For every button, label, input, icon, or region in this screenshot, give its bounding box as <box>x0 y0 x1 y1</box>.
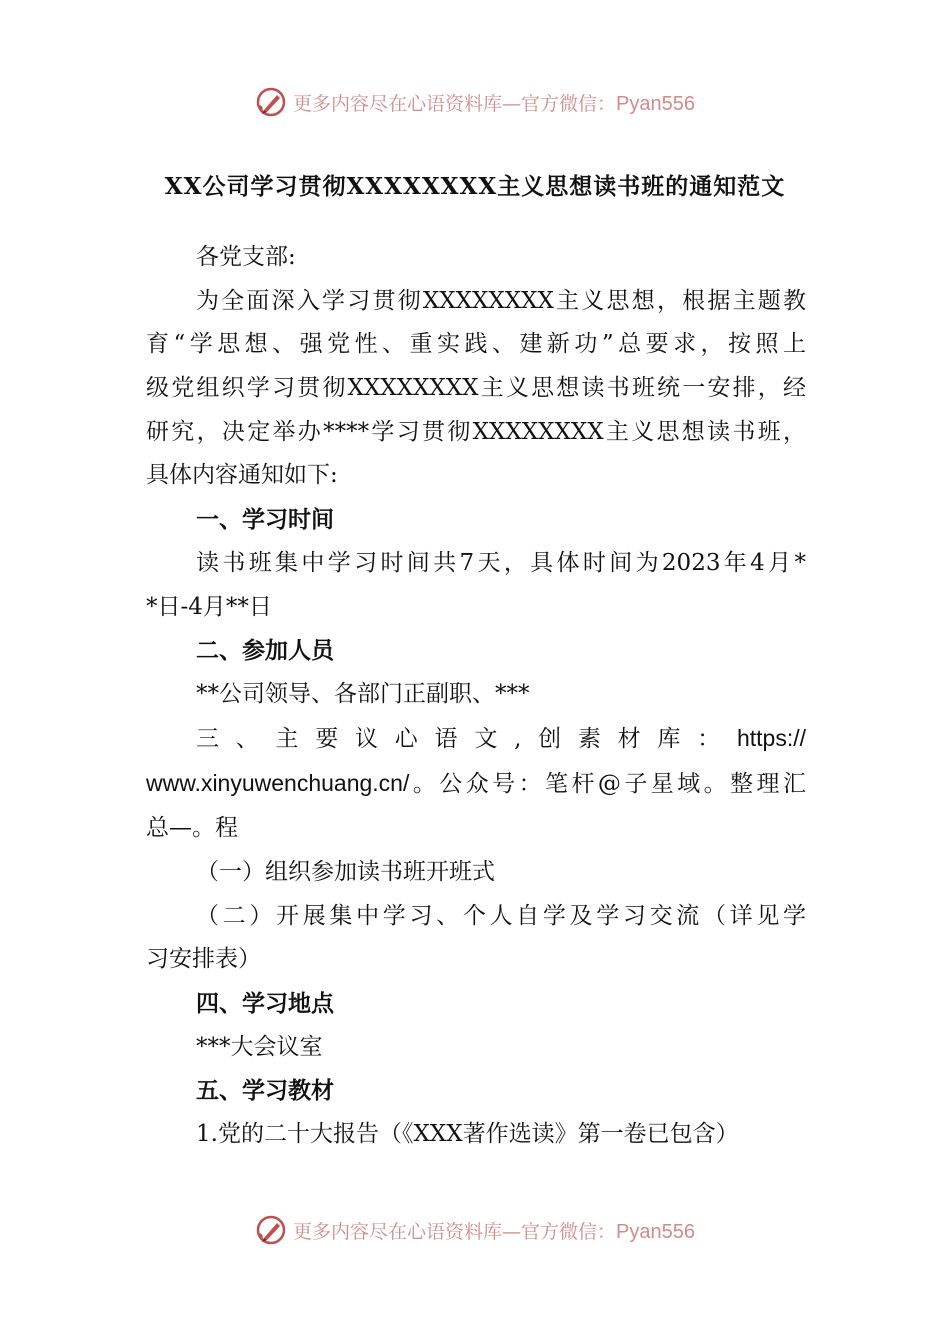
section3-item-1: （一）组织参加读书班开班式 <box>196 858 495 885</box>
section3-url-part-2: www.xinyuwenchuang.cn/ <box>146 770 410 797</box>
pen-logo-icon <box>255 86 287 118</box>
section3-line-2 <box>146 760 806 807</box>
intro-line-4: 研究，决定举办****学习贯彻XXXXXXXX主义思想读书班， <box>146 418 806 445</box>
intro-line-2: 育“学思想、强党性、重实践、建新功”总要求，按照上 <box>146 331 806 358</box>
section3-item-2: （二）开展集中学习、个人自学及学习交流（详见学 <box>196 902 806 929</box>
watermark-text: 更多内容尽在心语资料库—官方微信：Pyan556 <box>293 92 695 115</box>
salutation: 各党支部: <box>196 244 296 270</box>
participants-line: **公司领导、各部门正副职、*** <box>196 680 530 707</box>
section-heading-time: 一、学习时间 <box>196 506 334 534</box>
intro-line-3: 级党组织学习贯彻XXXXXXXX主义思想读书班统一安排，经 <box>146 375 806 402</box>
document-body <box>146 236 806 1157</box>
materials-line-1: 1.党的二十大报告（《XXX著作选读》第一卷已包含） <box>196 1121 739 1148</box>
section-heading-participants: 二、参加人员 <box>196 637 334 665</box>
location-line: ***大会议室 <box>196 1033 323 1060</box>
section3-line-1-text: 三、主要议心语文,创素材库： <box>196 725 737 752</box>
header-watermark <box>0 82 950 122</box>
section3-line-2-text: 。公众号：笔杆@子星域。整理汇 <box>409 771 806 798</box>
section3-line-3: 总—。程 <box>146 815 238 842</box>
time-line-2: *日-4月**日 <box>146 593 272 620</box>
watermark-text: 更多内容尽在心语资料库—官方微信：Pyan556 <box>293 1220 695 1243</box>
page-title: XX公司学习贯彻XXXXXXXX主义思想读书班的通知范文 <box>164 173 786 200</box>
pen-logo-icon <box>255 1214 287 1246</box>
section-heading-location: 四、学习地点 <box>196 990 334 1017</box>
time-line-1: 读书班集中学习时间共7天，具体时间为2023年4月* <box>196 549 806 576</box>
footer-watermark <box>0 1210 950 1250</box>
section3-url-part-1: https:// <box>736 724 806 751</box>
section3-item-2-cont: 习安排表） <box>146 946 261 973</box>
section3-line-1 <box>146 717 806 761</box>
intro-line-1: 为全面深入学习贯彻XXXXXXXX主义思想，根据主题教 <box>196 287 806 314</box>
intro-line-5: 具体内容通知如下: <box>146 462 338 489</box>
section-heading-materials: 五、学习教材 <box>196 1077 334 1105</box>
